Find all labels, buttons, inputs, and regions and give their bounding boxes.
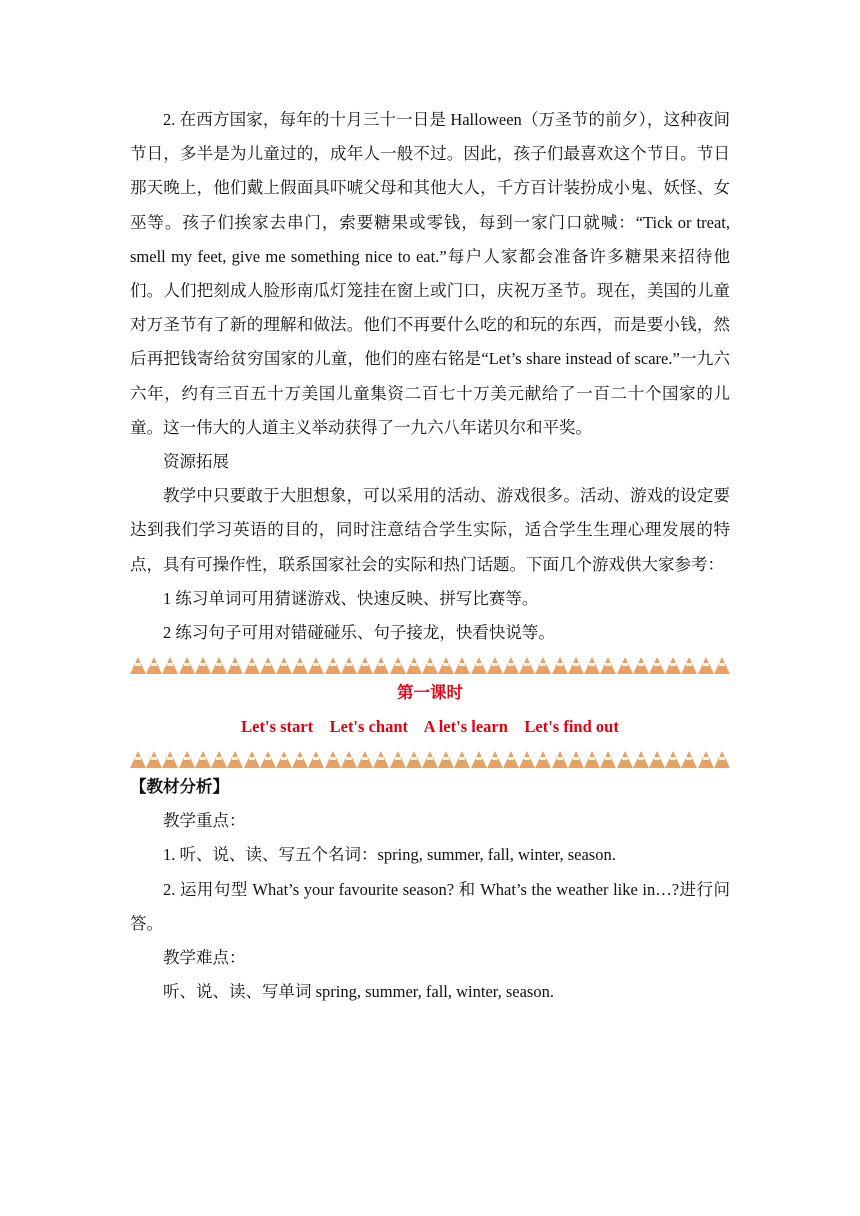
analysis-heading: 【教材分析】	[130, 777, 229, 797]
divider-triangle-icon	[260, 657, 276, 674]
lesson-title: 第一课时	[397, 683, 463, 703]
divider-triangle-icon	[341, 751, 357, 768]
divider-triangle-icon	[600, 657, 616, 674]
divider-triangle-icon	[568, 657, 584, 674]
divider-triangle-icon	[584, 657, 600, 674]
divider-triangle-icon	[519, 657, 535, 674]
divider-triangle-icon	[714, 751, 730, 768]
halloween-paragraph: 2. 在西方国家，每年的十月三十一日是 Halloween（万圣节的前夕），这种夜间节日，多半是为儿童过的，成年人一般不过。因此，孩子们最喜欢这个节日。节日那天晚上，他们戴上假面具吓唬父母和其他大人，千方百计装扮成小鬼、妖怪、女巫等。孩子们挨家去串门，索要糖果或零钱，每到一家门口就喊：“Tick or treat, smell my feet, give me something nice to eat.”每户人家都会准备许多糖果来招待他们。人们把刻成人脸形南瓜灯笼挂在窗上或门口，庆祝万圣节。现在，美国的儿童对万圣节有了新的理解和做法。他们不再要什么吃的和玩的东西，而是要小钱，然后再把钱寄给贫穷国家的儿童，他们的座右铭是“Let’s share instead of scare.”一九六六年，约有三百五十万美国儿童集资二百七十万美元献给了一百二十个国家的儿童。这一伟大的人道主义举动获得了一九六八年诺贝尔和平奖。	[130, 110, 730, 437]
divider-triangle-icon	[146, 751, 162, 768]
divider-triangle-icon	[390, 751, 406, 768]
divider-triangle-icon	[584, 751, 600, 768]
divider-triangle-icon	[244, 751, 260, 768]
divider-triangle-icon	[211, 657, 227, 674]
divider-triangle-icon	[471, 657, 487, 674]
lesson-subtitle: Let's start Let's chant A let's learn Let's find out	[241, 717, 619, 737]
divider-triangle-icon	[227, 751, 243, 768]
divider-triangle-icon	[373, 751, 389, 768]
divider-triangle-icon	[568, 751, 584, 768]
divider-triangle-icon	[260, 751, 276, 768]
divider-triangle-icon	[681, 657, 697, 674]
document-page	[130, 103, 730, 1009]
divider-triangle-icon	[276, 657, 292, 674]
key-point-item: 2. 运用句型 What’s your favourite season? 和 What’s the weather like in…?进行问答。	[130, 879, 730, 933]
key-point-item: 1. 听、说、读、写五个名词：spring, summer, fall, winter, season.	[163, 845, 616, 865]
divider-triangle-icon	[179, 751, 195, 768]
divider-triangle-icon	[422, 657, 438, 674]
divider-triangle-icon	[438, 657, 454, 674]
divider-triangle-icon	[617, 751, 633, 768]
divider-triangle-icon	[600, 751, 616, 768]
divider-triangle-icon	[552, 751, 568, 768]
divider-triangle-icon	[325, 657, 341, 674]
divider-triangle-icon	[162, 751, 178, 768]
divider-triangle-icon	[503, 751, 519, 768]
divider-triangle-icon	[341, 657, 357, 674]
divider-triangle-icon	[390, 657, 406, 674]
list-item: 1 练习单词可用猜谜游戏、快速反映、拼写比赛等。	[163, 588, 539, 608]
divider-triangle-icon	[195, 657, 211, 674]
divider-triangle-icon	[179, 657, 195, 674]
key-points-label: 教学重点：	[163, 811, 246, 831]
divider-triangle-icon	[665, 657, 681, 674]
divider-triangle-icon	[633, 657, 649, 674]
decorative-divider-top	[130, 652, 730, 674]
divider-triangle-icon	[162, 657, 178, 674]
divider-triangle-icon	[130, 657, 146, 674]
divider-triangle-icon	[227, 657, 243, 674]
divider-triangle-icon	[617, 657, 633, 674]
divider-triangle-icon	[487, 657, 503, 674]
divider-triangle-icon	[406, 751, 422, 768]
divider-triangle-icon	[698, 657, 714, 674]
divider-triangle-icon	[373, 657, 389, 674]
divider-triangle-icon	[130, 751, 146, 768]
divider-triangle-icon	[357, 751, 373, 768]
divider-triangle-icon	[633, 751, 649, 768]
difficult-points-label: 教学难点：	[163, 948, 246, 968]
divider-triangle-icon	[665, 751, 681, 768]
divider-triangle-icon	[211, 751, 227, 768]
list-item: 2 练习句子可用对错碰碰乐、句子接龙，快看快说等。	[163, 623, 555, 643]
divider-triangle-icon	[649, 751, 665, 768]
divider-triangle-icon	[552, 657, 568, 674]
divider-triangle-icon	[292, 751, 308, 768]
divider-triangle-icon	[308, 657, 324, 674]
divider-triangle-icon	[535, 751, 551, 768]
divider-triangle-icon	[503, 657, 519, 674]
divider-triangle-icon	[454, 657, 470, 674]
resources-heading: 资源拓展	[163, 452, 229, 472]
divider-triangle-icon	[487, 751, 503, 768]
divider-triangle-icon	[195, 751, 211, 768]
divider-triangle-icon	[535, 657, 551, 674]
divider-triangle-icon	[357, 657, 373, 674]
divider-triangle-icon	[292, 657, 308, 674]
divider-triangle-icon	[406, 657, 422, 674]
divider-triangle-icon	[519, 751, 535, 768]
divider-triangle-icon	[454, 751, 470, 768]
divider-triangle-icon	[649, 657, 665, 674]
divider-triangle-icon	[325, 751, 341, 768]
divider-triangle-icon	[698, 751, 714, 768]
divider-triangle-icon	[714, 657, 730, 674]
divider-triangle-icon	[146, 657, 162, 674]
divider-triangle-icon	[244, 657, 260, 674]
games-paragraph: 教学中只要敢于大胆想象，可以采用的活动、游戏很多。活动、游戏的设定要达到我们学习英语的目的，同时注意结合学生实际，适合学生生理心理发展的特点，具有可操作性，联系国家社会的实际和热门话题。下面几个游戏供大家参考：	[130, 486, 730, 574]
divider-triangle-icon	[438, 751, 454, 768]
decorative-divider-bottom	[130, 746, 730, 768]
divider-triangle-icon	[276, 751, 292, 768]
divider-triangle-icon	[471, 751, 487, 768]
divider-triangle-icon	[681, 751, 697, 768]
divider-triangle-icon	[308, 751, 324, 768]
divider-triangle-icon	[422, 751, 438, 768]
difficult-point-item: 听、说、读、写单词 spring, summer, fall, winter, season.	[163, 982, 554, 1002]
